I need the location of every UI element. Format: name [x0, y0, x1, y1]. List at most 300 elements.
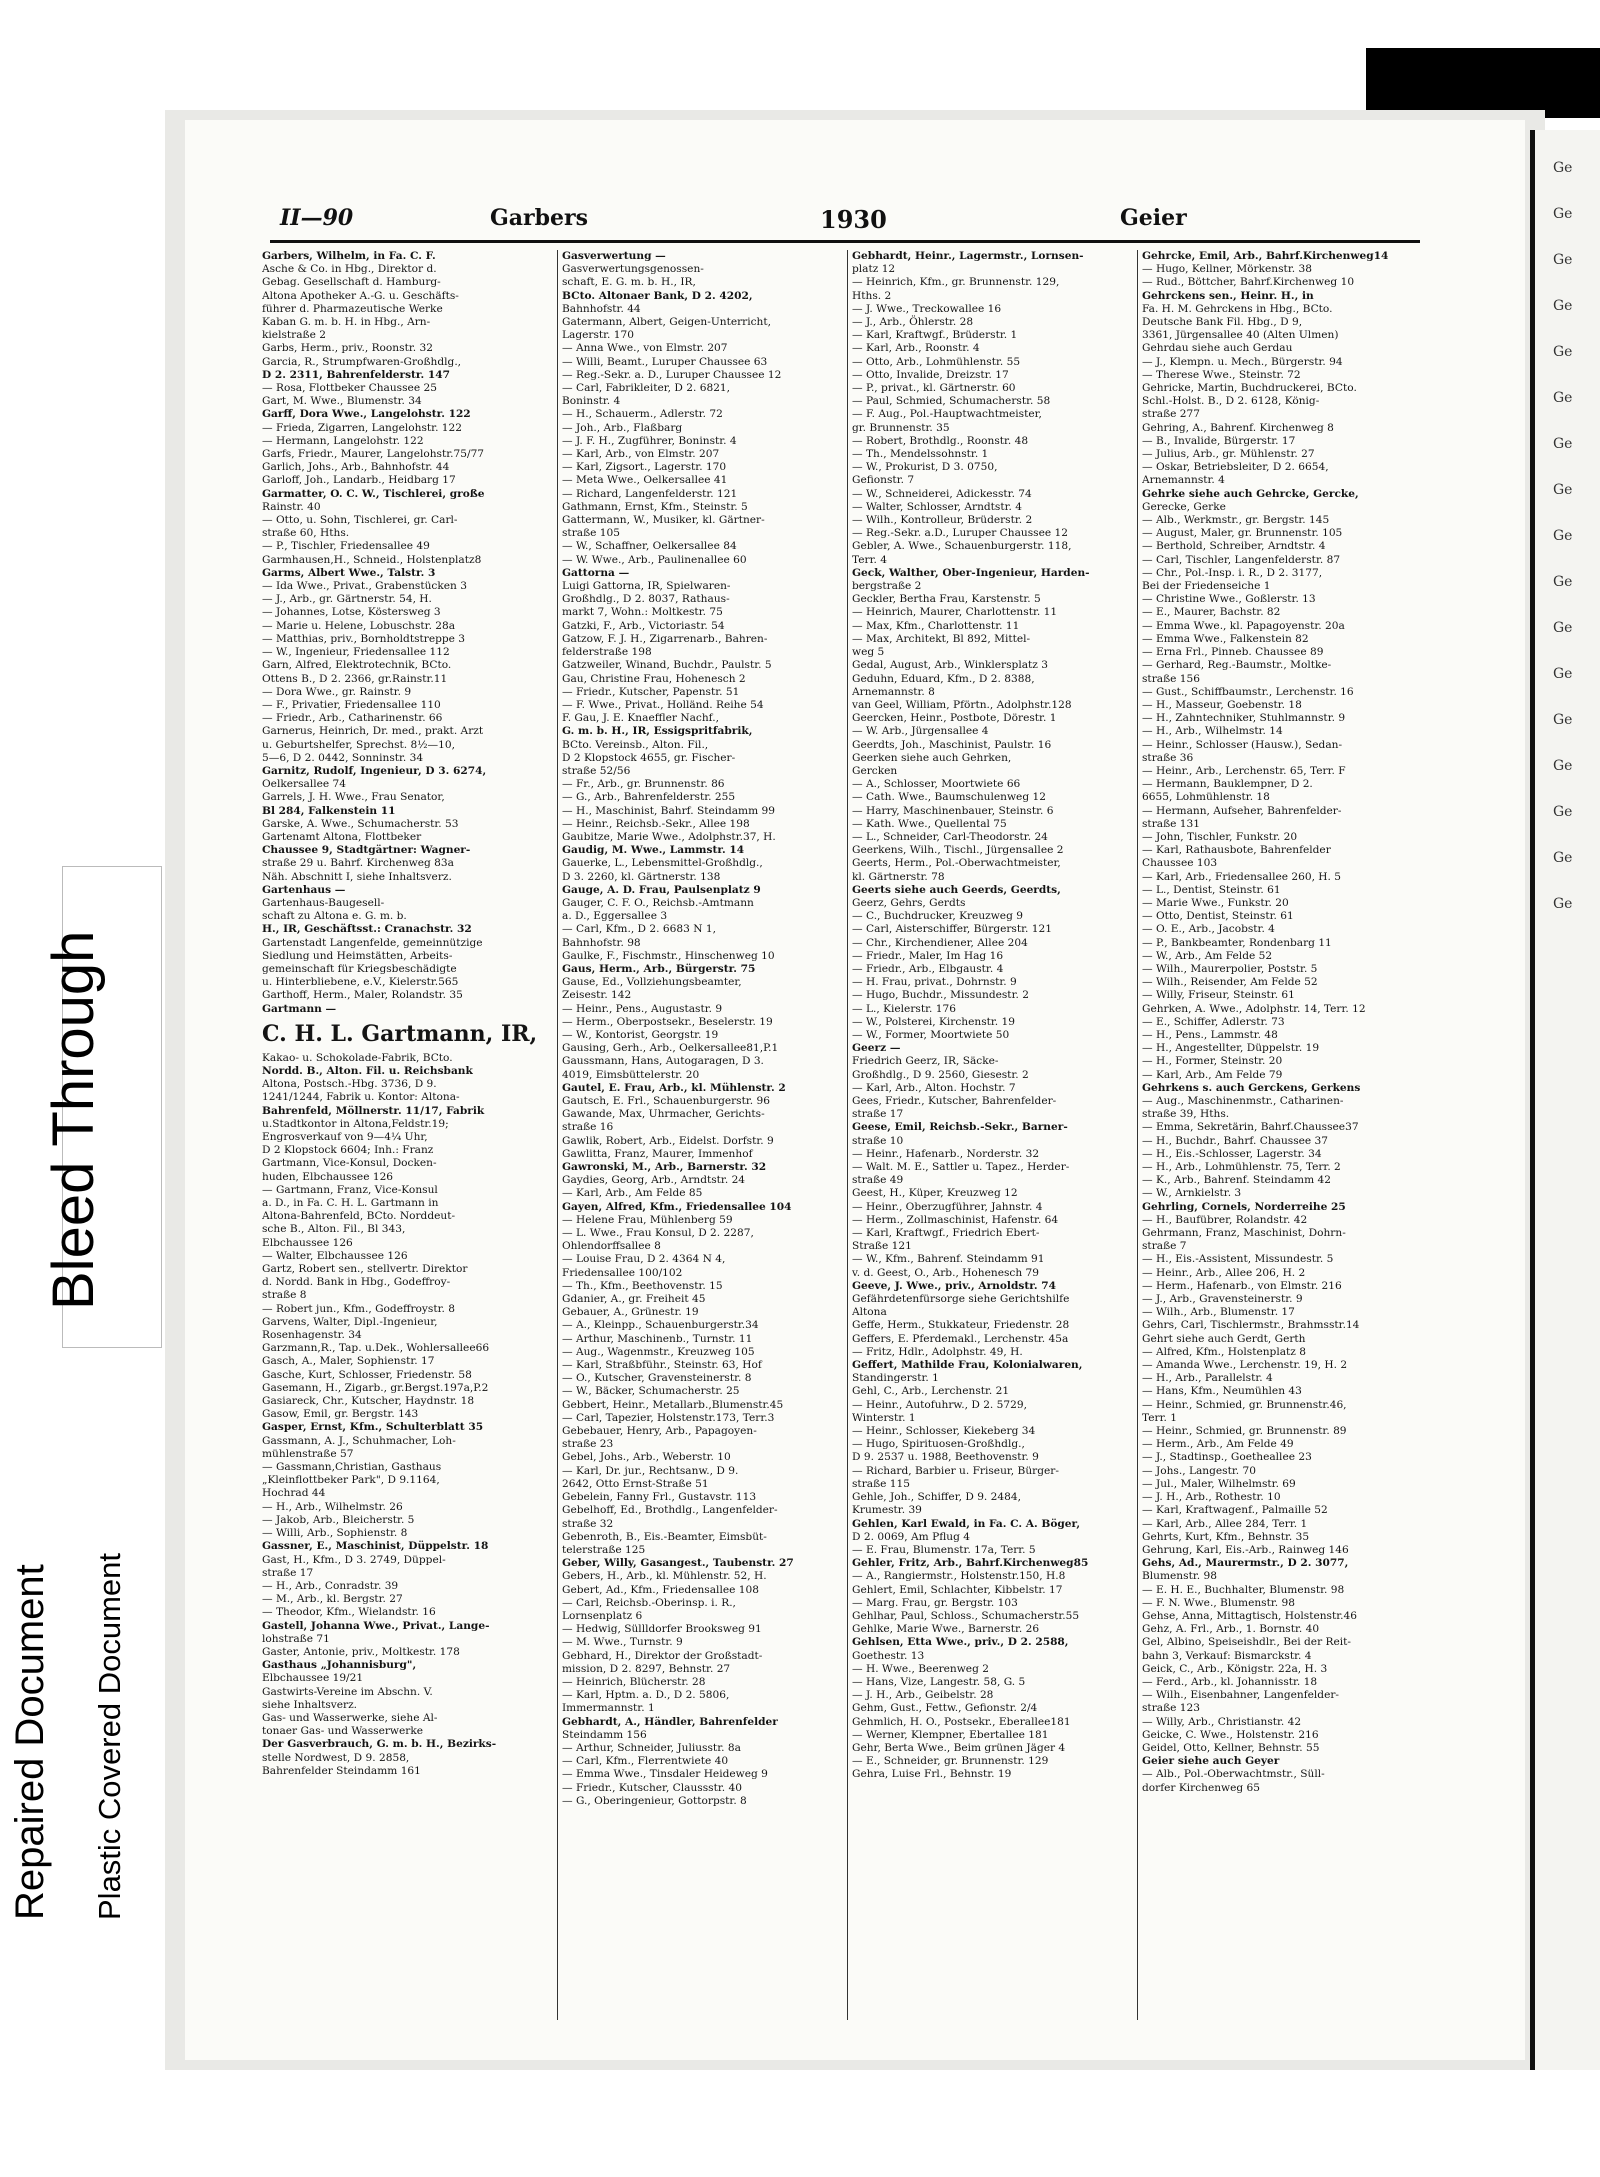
directory-entry-line: — Heinr., Schmied, gr. Brunnenstr.46,	[1142, 1398, 1347, 1411]
directory-entry-line: — Karl, Arb., Alton. Hochstr. 7	[852, 1081, 1016, 1094]
directory-entry-line: Gebhard, H., Direktor der Großstadt-	[562, 1649, 763, 1662]
directory-entry-line: Straße 121	[852, 1240, 912, 1253]
directory-entry-line: — Emma Wwe., Falkenstein 82	[1142, 632, 1309, 645]
directory-entry-line: Garmhausen,H., Schneid., Holstenplatz8	[262, 553, 482, 566]
facing-page-fragment: Ge	[1553, 850, 1573, 866]
directory-entry-line: Gautel, E. Frau, Arb., kl. Mühlenstr. 2	[562, 1081, 786, 1094]
directory-entry-line: Friedensallee 100/102	[562, 1266, 683, 1279]
scan-edge-dark	[1366, 48, 1600, 118]
repaired-document-label: Repaired Document	[8, 1564, 52, 1920]
directory-entry-line: — Alfred, Kfm., Holstenplatz 8	[1142, 1345, 1306, 1358]
directory-entry-line: Der Gasverbrauch, G. m. b. H., Bezirks-	[262, 1738, 497, 1751]
directory-entry-line: Altona	[852, 1306, 887, 1319]
directory-entry-line: Terr. 4	[852, 553, 887, 566]
directory-entry-line: Gauger, C. F. O., Reichsb.-Amtmann	[562, 896, 754, 909]
directory-entry-line: markt 7, Wohn.: Moltkestr. 75	[562, 606, 723, 619]
directory-entry-line: Gaudig, M. Wwe., Lammstr. 14	[562, 844, 745, 857]
directory-entry-line: — H., Baufübrer, Rolandstr. 42	[1142, 1213, 1308, 1226]
directory-entry-line: Luigi Gattorna, IR, Spielwaren-	[562, 580, 731, 593]
directory-entry-line: — Th., Mendelssohnstr. 1	[852, 448, 989, 461]
facing-page-fragment: Ge	[1553, 528, 1573, 544]
directory-entry-line: — W. Arb., Jürgensallee 4	[852, 725, 989, 738]
directory-entry-line: — Wilh., Maurerpolier, Poststr. 5	[1142, 962, 1318, 975]
directory-entry-line: — Paul, Schmied, Schumacherstr. 58	[852, 395, 1051, 408]
directory-entry-line: — Karl, Arb., Friedensallee 260, H. 5	[1142, 870, 1342, 883]
directory-entry-line: — E. Frau, Blumenstr. 17a, Terr. 5	[852, 1543, 1036, 1556]
directory-entry-line: — Johannes, Lotse, Köstersweg 3	[262, 606, 441, 619]
directory-entry-line: siehe Inhaltsverz.	[262, 1698, 358, 1711]
directory-entry-line: Gartenhaus-Baugesell-	[262, 896, 385, 909]
directory-entry-line: Gees, Friedr., Kutscher, Bahrenfelder-	[852, 1095, 1057, 1107]
directory-entry-line: — Hugo, Kellner, Mörkenstr. 38	[1142, 263, 1312, 276]
directory-entry-line: — Karl, Kraftwagenf., Palmaille 52	[1142, 1504, 1328, 1517]
directory-entry-line: — J. H., Arb., Geibelstr. 28	[852, 1689, 994, 1702]
directory-entry-line: Gasemann, H., Zigarb., gr.Bergst.197a,P.2	[262, 1381, 489, 1394]
directory-entry-line: 2642, Otto Ernst-Straße 51	[562, 1477, 709, 1490]
directory-entry-line: — Matthias, priv., Bornholdtstreppe 3	[262, 632, 466, 645]
directory-entry-line: — H., Arb., Parallelstr. 4	[1142, 1372, 1273, 1385]
directory-entry-line: Gastwirts-Vereine im Abschn. V.	[262, 1685, 433, 1698]
facing-page-strip	[1530, 130, 1600, 2070]
directory-entry-line: — Arthur, Schneider, Juliusstr. 8a	[562, 1741, 741, 1754]
directory-entry-line: Gawande, Max, Uhrmacher, Gerichts-	[562, 1108, 765, 1121]
directory-entry-line: — Heinr., Autofuhrw., D 2. 5729,	[852, 1398, 1027, 1411]
directory-entry-line: 3361, Jürgensallee 40 (Alten Ulmen)	[1142, 329, 1339, 342]
directory-entry-line: Gehricke, Martin, Buchdruckerei, BCto.	[1142, 382, 1357, 395]
directory-entry-line: — Heinr., Schlosser (Hausw.), Sedan-	[1142, 738, 1343, 751]
directory-entry-line: Gehle, Joh., Schiffer, D 9. 2484,	[852, 1491, 1021, 1504]
directory-entry-line: Hochrad 44	[262, 1487, 326, 1500]
directory-entry-line: Gehm, Gust., Fettw., Gefionstr. 2/4	[852, 1702, 1038, 1715]
directory-entry-line: 4019, Eimsbüttelerstr. 20	[562, 1068, 700, 1081]
directory-entry-line: Schl.-Holst. B., D 2. 6128, König-	[1142, 395, 1320, 408]
directory-entry-line: Bahnhofstr. 98	[562, 936, 641, 949]
directory-entry-line: Nordd. B., Alton. Fil. u. Reichsbank	[262, 1064, 473, 1077]
directory-entry-line: schaft zu Altona e. G. m. b.	[262, 910, 407, 923]
directory-entry-line: — H., Buchdr., Bahrf. Chaussee 37	[1142, 1134, 1329, 1147]
directory-entry-line: — W., Prokurist, D 3. 0750,	[852, 461, 998, 474]
directory-entry-line: Geffert, Mathilde Frau, Kolonialwaren,	[852, 1359, 1083, 1372]
directory-entry-line: — K., Arb., Bahrenf. Steindamm 42	[1142, 1174, 1331, 1187]
directory-entry-line: mission, D 2. 8297, Behnstr. 27	[562, 1662, 731, 1675]
directory-entry-line: Gauerke, L., Lebensmittel-Großhdlg.,	[562, 857, 763, 870]
directory-entry-line: Gehrung, Karl, Eis.-Arb., Rainweg 146	[1142, 1543, 1349, 1556]
directory-entry-line: Geffers, E. Pferdemakl., Lerchenstr. 45a	[852, 1332, 1069, 1345]
directory-entry-line: — Willy, Arb., Christianstr. 42	[1142, 1715, 1302, 1728]
directory-entry-line: Gehlert, Emil, Schlachter, Kibbelstr. 17	[852, 1583, 1063, 1596]
directory-entry-line: D 2 Klopstock 6604; Inh.: Franz	[262, 1144, 434, 1157]
directory-entry-line: Gauge, A. D. Frau, Paulsenplatz 9	[562, 883, 761, 896]
directory-entry-line: Blumenstr. 98	[1142, 1570, 1217, 1583]
directory-entry-line: — Heinrich, Blücherstr. 28	[562, 1675, 706, 1688]
directory-entry-line: 1241/1244, Fabrik u. Kontor: Altona-	[262, 1091, 460, 1104]
directory-entry-line: — Oskar, Betriebsleiter, D 2. 6654,	[1142, 461, 1329, 474]
directory-entry-line: straße 52/56	[562, 764, 631, 777]
directory-entry-line: Gawronski, M., Arb., Barnerstr. 32	[562, 1161, 767, 1174]
directory-entry-line: — Gerhard, Reg.-Baumstr., Moltke-	[1142, 659, 1332, 672]
directory-entry-line: Gel, Albino, Speiseishdlr., Bei der Reit-	[1142, 1636, 1351, 1649]
directory-entry-line: — Werner, Klempner, Ebertallee 181	[852, 1728, 1049, 1741]
directory-entry-line: gr. Brunnenstr. 35	[852, 421, 950, 434]
directory-entry-line: — Carl, Fabrikleiter, D 2. 6821,	[562, 382, 731, 395]
directory-entry-line: Gebel, Johs., Arb., Weberstr. 10	[562, 1451, 731, 1464]
directory-entry-line: Gebag. Gesellschaft d. Hamburg-	[262, 276, 441, 289]
directory-entry-line: Gaussmann, Hans, Autogaragen, D 3.	[562, 1055, 764, 1068]
directory-entry-line: kielstraße 2	[262, 329, 326, 342]
directory-entry-line: Gehrts, Kurt, Kfm., Behnstr. 35	[1142, 1530, 1310, 1543]
directory-entry-line: Altona, Postsch.-Hbg. 3736, D 9.	[262, 1078, 437, 1091]
directory-entry-line: schaft, E. G. m. b. H., IR,	[562, 276, 696, 289]
directory-entry-line: — Max, Architekt, Bl 892, Mittel-	[852, 632, 1031, 645]
directory-entry-line: — F., Privatier, Friedensallee 110	[262, 698, 441, 711]
directory-column-1	[262, 250, 552, 2020]
directory-entry-line: — Herm., Arb., Am Felde 49	[1142, 1438, 1294, 1451]
directory-entry-line: Garvens, Walter, Dipl.-Ingenieur,	[262, 1315, 438, 1328]
facing-page-fragment: Ge	[1553, 390, 1573, 406]
directory-entry-line: — Heinrich, Kfm., gr. Brunnenstr. 129,	[852, 276, 1060, 289]
directory-entry-line: Gartmann, Vice-Konsul, Docken-	[262, 1157, 437, 1170]
directory-entry-line: Winterstr. 1	[852, 1411, 916, 1424]
directory-entry-line: — P., Tischler, Friedensallee 49	[262, 540, 430, 553]
directory-entry-line: führer d. Pharmazeutische Werke	[262, 302, 443, 315]
directory-entry-line: v. d. Geest, O., Arb., Hohenesch 79	[852, 1266, 1040, 1279]
directory-entry-line: Geerts, Herm., Pol.-Oberwachtmeister,	[852, 857, 1061, 870]
directory-entry-line: Garms, Albert Wwe., Talstr. 3	[262, 566, 436, 579]
directory-entry-line: — Friedr., Arb., Elbgaustr. 4	[852, 962, 1004, 975]
directory-entry-line: — Karl, Kraftwgf., Brüderstr. 1	[852, 329, 1018, 342]
directory-entry-line: — Karl, Arb., von Elmstr. 207	[562, 448, 720, 461]
directory-entry-line: Gebelhoff, Ed., Brothdlg., Langenfelder-	[562, 1504, 778, 1517]
directory-entry-line: Garske, A. Wwe., Schumacherstr. 53	[262, 817, 459, 830]
directory-entry-line: — Th., Kfm., Beethovenstr. 15	[562, 1279, 723, 1292]
directory-entry-line: gemeinschaft für Kriegsbeschädigte	[262, 962, 457, 975]
directory-entry-line: — J., Stadtinsp., Goetheallee 23	[1142, 1451, 1312, 1464]
directory-entry-line: Hths. 2	[852, 289, 892, 302]
directory-entry-line: Gasche, Kurt, Schlosser, Friedenstr. 58	[262, 1368, 472, 1381]
directory-entry-line: Geese, Emil, Reichsb.-Sekr., Barner-	[852, 1121, 1068, 1134]
directory-entry-line: Gebebauer, Henry, Arb., Papagoyen-	[562, 1425, 757, 1438]
directory-entry-line: — Aug., Wagenmstr., Kreuzweg 105	[562, 1345, 755, 1358]
directory-entry-line: straße 131	[1142, 817, 1201, 830]
directory-entry-line: Gartz, Robert sen., stellvertr. Direktor	[262, 1263, 468, 1276]
directory-entry-line: — E. H. E., Buchhalter, Blumenstr. 98	[1142, 1583, 1345, 1596]
directory-entry-line: — Alb., Werkmstr., gr. Bergstr. 145	[1142, 514, 1330, 527]
directory-entry-line: — H., Masseur, Goebenstr. 18	[1142, 698, 1302, 711]
directory-entry-line: Garff, Dora Wwe., Langelohstr. 122	[262, 408, 471, 421]
directory-entry-line: straße 10	[852, 1134, 904, 1147]
directory-entry-line: — Hermann, Aufseher, Bahrenfelder-	[1142, 804, 1342, 817]
directory-entry-line: Gehlke, Marie Wwe., Barnerstr. 26	[852, 1623, 1040, 1636]
directory-entry-line: 6655, Lohmühlenstr. 18	[1142, 791, 1270, 804]
directory-entry-line: — Carl, Kfm., Flerrentwiete 40	[562, 1755, 729, 1768]
directory-entry-line: Gehlsen, Etta Wwe., priv., D 2. 2588,	[852, 1636, 1069, 1649]
directory-entry-line: — E., Maurer, Bachstr. 82	[1142, 606, 1281, 619]
directory-entry-line: — L., Kielerstr. 176	[852, 1002, 956, 1015]
directory-entry-line: Engrosverkauf von 9—4¼ Uhr,	[262, 1131, 428, 1143]
directory-entry-line: lohstraße 71	[262, 1632, 330, 1645]
directory-entry-line: — Herm., Hafenarb., von Elmstr. 216	[1142, 1279, 1342, 1292]
directory-entry-line: Gehrmann, Franz, Maschinist, Dohrn-	[1142, 1227, 1346, 1240]
directory-entry-line: — Jakob, Arb., Bleicherstr. 5	[262, 1513, 415, 1526]
directory-entry-line: Gattorna —	[562, 566, 630, 579]
directory-entry-line: Gebhardt, A., Händler, Bahrenfelder	[562, 1715, 778, 1728]
directory-entry-line: Garnerus, Heinrich, Dr. med., prakt. Arzt	[262, 725, 484, 738]
header-year: 1930	[820, 205, 887, 234]
directory-entry-line: Gau, Christine Frau, Hohenesch 2	[562, 672, 746, 685]
directory-entry-line: — W., Kfm., Bahrenf. Steindamm 91	[852, 1253, 1045, 1266]
directory-entry-line: Boninstr. 4	[562, 395, 621, 408]
directory-entry-line: Gause, Ed., Vollziehungsbeamter,	[562, 976, 742, 989]
directory-entry-line: — Reg.-Sekr. a.D., Luruper Chaussee 12	[852, 527, 1068, 540]
directory-entry-line: G. m. b. H., IR, Essigspritfabrik,	[562, 725, 753, 738]
directory-entry-line: Gehler, Fritz, Arb., Bahrf.Kirchenweg85	[852, 1557, 1089, 1570]
directory-entry-line: platz 12	[852, 263, 896, 276]
directory-entry-line: — Carl, Reichsb.-Oberinsp. i. R.,	[562, 1596, 736, 1609]
directory-entry-line: Gastell, Johanna Wwe., Privat., Lange-	[262, 1619, 490, 1632]
directory-entry-line: straße 277	[1142, 408, 1201, 421]
directory-entry-line: — O., Kutscher, Gravensteinerstr. 8	[562, 1372, 752, 1385]
facing-page-fragment: Ge	[1553, 574, 1573, 590]
directory-entry-line: D 2. 2311, Bahrenfelderstr. 147	[262, 368, 451, 381]
directory-entry-line: — Jul., Maler, Wilhelmstr. 69	[1142, 1477, 1296, 1490]
directory-entry-line: — Wilh., Eisenbahner, Langenfelder-	[1142, 1689, 1339, 1702]
directory-entry-line: Gast, H., Kfm., D 3. 2749, Düppel-	[262, 1553, 446, 1566]
directory-entry-line: Gehrkens s. auch Gerckens, Gerkens	[1142, 1081, 1361, 1094]
directory-entry-line: Geerz —	[852, 1042, 901, 1055]
directory-entry-line: — Richard, Barbier u. Friseur, Bürger-	[852, 1464, 1059, 1477]
directory-entry-line: — H., Maschinist, Bahrf. Steindamm 99	[562, 804, 775, 817]
directory-entry-line: straße 60, Hths.	[262, 527, 350, 540]
directory-entry-line: stelle Nordwest, D 9. 2858,	[262, 1751, 410, 1764]
directory-entry-line: — Robert, Brothdlg., Roonstr. 48	[852, 434, 1029, 447]
directory-entry-line: — Carl, Tischler, Langenfelderstr. 87	[1142, 553, 1341, 566]
directory-entry-line: — Walter, Schlosser, Arndtstr. 4	[852, 500, 1022, 513]
directory-entry-line: Gassmann, A. J., Schuhmacher, Loh-	[262, 1434, 456, 1447]
directory-entry-line: — Otto, u. Sohn, Tischlerei, gr. Carl-	[262, 514, 458, 527]
directory-entry-line: Gasverwertungsgenossen-	[562, 263, 704, 276]
directory-entry-line: Gebauer, A., Grünestr. 19	[562, 1306, 699, 1319]
directory-entry-line: — Alb., Pol.-Oberwachtmstr., Süll-	[1142, 1768, 1325, 1781]
directory-entry-line: Gaulke, F., Fischmstr., Hinschenweg 10	[562, 949, 775, 962]
directory-entry-line: — Anna Wwe., von Elmstr. 207	[562, 342, 728, 355]
directory-entry-line: — Max, Kfm., Charlottenstr. 11	[852, 619, 1020, 632]
directory-entry-line: D 3. 2260, kl. Gärtnerstr. 138	[562, 870, 721, 883]
directory-entry-line: — Marie u. Helene, Lobuschstr. 28a	[262, 619, 456, 632]
directory-entry-line: Geerz, Gehrs, Gerdts	[852, 896, 966, 909]
directory-entry-line: mühlenstraße 57	[262, 1447, 354, 1460]
directory-entry-line: — Kath. Wwe., Quellental 75	[852, 817, 1007, 830]
directory-entry-line: — Chr., Pol.-Insp. i. R., D 2. 3177,	[1142, 566, 1323, 579]
directory-entry-line: — Herm., Oberpostsekr., Beselerstr. 19	[562, 1015, 773, 1028]
directory-entry-line: Gatzow, F. J. H., Zigarrenarb., Bahren-	[562, 632, 768, 645]
bleed-through-label: Bleed Through	[41, 930, 106, 1310]
directory-entry-line: Gerecke, Gerke	[1142, 500, 1226, 513]
directory-entry-line: BCto. Altonaer Bank, D 2. 4202,	[562, 289, 753, 302]
directory-entry-line: — Hugo, Buchdr., Missundestr. 2	[852, 989, 1029, 1002]
directory-entry-line: — Hermann, Langelohstr. 122	[262, 434, 424, 447]
directory-entry-line: — F. Wwe., Privat., Holländ. Reihe 54	[562, 698, 764, 711]
directory-entry-line: — W., Bäcker, Schumacherstr. 25	[562, 1385, 740, 1398]
directory-entry-line: Garloff, Joh., Landarb., Heidbarg 17	[262, 474, 456, 487]
directory-entry-line: — Chr., Kirchendiener, Allee 204	[852, 936, 1028, 949]
directory-entry-line: — Rosa, Flottbeker Chaussee 25	[262, 382, 437, 395]
directory-entry-line: — O. E., Arb., Jacobstr. 4	[1142, 923, 1275, 936]
directory-entry-line: — Karl, Arb., Am Felde 79	[1142, 1068, 1283, 1081]
directory-entry-line: — Aug., Maschinenmstr., Catharinen-	[1142, 1095, 1344, 1107]
directory-entry-line: — Johs., Langestr. 70	[1142, 1464, 1256, 1477]
directory-entry-line: Gartmann —	[262, 1002, 337, 1015]
directory-entry-line: Gercken	[852, 764, 898, 777]
directory-entry-line: — Heinr., Schlosser, Kiekeberg 34	[852, 1425, 1036, 1438]
directory-entry-line: Gasper, Ernst, Kfm., Schulterblatt 35	[262, 1421, 484, 1434]
directory-entry-line: Bahnhofstr. 44	[562, 302, 641, 315]
directory-entry-line: straße 8	[262, 1289, 307, 1302]
directory-entry-line: — Therese Wwe., Steinstr. 72	[1142, 368, 1301, 381]
directory-entry-line: bahn 3, Verkauf: Bismarckstr. 4	[1142, 1649, 1312, 1662]
directory-entry-line: — W., Schneiderei, Adickesstr. 74	[852, 487, 1032, 500]
directory-entry-line: Gawlitta, Franz, Maurer, Immenhof	[562, 1147, 753, 1160]
directory-entry-line: a. D., Eggersallee 3	[562, 910, 668, 923]
directory-entry-line: — H., Zahntechniker, Stuhlmannstr. 9	[1142, 712, 1346, 725]
directory-entry-line: — Ferd., Arb., kl. Johannisstr. 18	[1142, 1675, 1318, 1688]
directory-entry-line: — E., Schneider, gr. Brunnenstr. 129	[852, 1755, 1049, 1768]
directory-entry-line: — Hans, Kfm., Neumühlen 43	[1142, 1385, 1302, 1398]
directory-entry-line: kl. Gärtnerstr. 78	[852, 870, 945, 883]
directory-entry-line: straße 32	[562, 1517, 614, 1530]
directory-entry-line: Friedrich Geerz, IR, Säcke-	[852, 1055, 999, 1068]
directory-entry-line: Bl 284, Falkenstein 11	[262, 804, 396, 817]
directory-entry-line: Gebelein, Fanny Frl., Gustavstr. 113	[562, 1491, 757, 1504]
directory-entry-line: — Dora Wwe., gr. Rainstr. 9	[262, 685, 412, 698]
directory-entry-line: — Otto, Dentist, Steinstr. 61	[1142, 910, 1294, 923]
directory-entry-line: u. Geburtshelfer, Sprechst. 8½—10,	[262, 738, 455, 751]
directory-entry-line: — Herm., Zollmaschinist, Hafenstr. 64	[852, 1213, 1059, 1226]
directory-entry-line: — Heinr., Oberzugführer, Jahnstr. 4	[852, 1200, 1043, 1213]
directory-entry-line: Gebenroth, B., Eis.-Beamter, Eimsbüt-	[562, 1530, 767, 1543]
directory-entry-line: — Arthur, Maschinenb., Turnstr. 11	[562, 1332, 753, 1345]
directory-entry-line: — A., Kleinpp., Schauenburgerstr.34	[562, 1319, 759, 1332]
directory-entry-line: — Marie Wwe., Funkstr. 20	[1142, 896, 1289, 909]
directory-entry-line: Gehlhar, Paul, Schloss., Schumacherstr.55	[852, 1609, 1080, 1622]
directory-entry-line: Gatermann, Albert, Geigen-Unterricht,	[562, 316, 772, 329]
directory-entry-line: Gehlen, Karl Ewald, in Fa. C. A. Böger,	[852, 1517, 1081, 1530]
directory-entry-line: — Karl, Straßbführ., Steinstr. 63, Hof	[562, 1359, 762, 1372]
directory-entry-line: Großhdlg., D 9. 2560, Giesestr. 2	[852, 1068, 1029, 1081]
directory-entry-line: Garbers, Wilhelm, in Fa. C. F.	[262, 250, 436, 262]
directory-entry-line: Chaussee 103	[1142, 857, 1218, 870]
directory-entry-line: — Joh., Arb., Flaßbarg	[562, 421, 683, 434]
directory-entry-line: Gehr, Berta Wwe., Beim grünen Jäger 4	[852, 1741, 1066, 1754]
directory-entry-line: Ohlendorffsallee 8	[562, 1240, 661, 1253]
facing-page-fragment: Ge	[1553, 804, 1573, 820]
directory-entry-line: — Hermann, Bauklempner, D 2.	[1142, 778, 1313, 791]
facing-page-fragment: Ge	[1553, 252, 1573, 268]
directory-entry-line: Goethestr. 13	[852, 1649, 925, 1662]
directory-entry-line: Geduhn, Eduard, Kfm., D 2. 8388,	[852, 672, 1035, 685]
directory-entry-line: Gasch, A., Maler, Sophienstr. 17	[262, 1355, 435, 1368]
directory-entry-line: Gehrken, A. Wwe., Adolphstr. 14, Terr. 12	[1142, 1002, 1366, 1015]
directory-entry-line: Garrels, J. H. Wwe., Frau Senator,	[262, 791, 445, 804]
directory-entry-line: Gehse, Anna, Mittagtisch, Holstenstr.46	[1142, 1609, 1357, 1622]
column-divider	[557, 250, 558, 2020]
directory-entry-line: straße 105	[562, 527, 621, 540]
directory-entry-line: Kaban G. m. b. H. in Hbg., Arn-	[262, 316, 431, 329]
directory-entry-line: Garbs, Herm., priv., Roonstr. 32	[262, 342, 433, 355]
facing-page-fragment: Ge	[1553, 436, 1573, 452]
directory-entry-line: Geerts siehe auch Geerds, Geerdts,	[852, 883, 1061, 896]
directory-entry-line: Standingerstr. 1	[852, 1372, 939, 1385]
directory-entry-line: — Otto, Invalide, Dreizstr. 17	[852, 368, 1009, 381]
directory-entry-line: — W. Wwe., Arb., Paulinenallee 60	[562, 553, 747, 566]
directory-entry-line: — Karl, Rathausbote, Bahrenfelder	[1142, 844, 1331, 857]
directory-entry-line: Gebbert, Heinr., Metallarb.,Blumenstr.45	[562, 1398, 784, 1411]
directory-entry-line: straße 16	[562, 1121, 614, 1134]
directory-entry-line: Arnemannstr. 4	[1142, 474, 1225, 487]
directory-entry-line: — M. Wwe., Turnstr. 9	[562, 1636, 683, 1649]
directory-entry-line: Gartenamt Altona, Flottbeker	[262, 830, 422, 843]
directory-entry-line: — W., Former, Moortwiete 50	[852, 1028, 1010, 1041]
directory-entry-line: — H., Arb., Conradstr. 39	[262, 1579, 399, 1592]
directory-entry-line: telerstraße 125	[562, 1543, 646, 1556]
directory-entry-line: Näh. Abschnitt I, siehe Inhaltsverz.	[262, 870, 452, 883]
directory-entry-line: — H., Arb., Wilhelmstr. 26	[262, 1500, 403, 1513]
directory-entry-line: Geier siehe auch Geyer	[1142, 1755, 1280, 1768]
directory-entry-line: straße 49	[852, 1174, 904, 1187]
directory-entry-line: — J. Wwe., Treckowallee 16	[852, 302, 1002, 315]
directory-entry-line: — Fr., Arb., gr. Brunnenstr. 86	[562, 778, 725, 791]
directory-entry-line: Immermannstr. 1	[562, 1702, 655, 1715]
directory-entry-line: Gaubitze, Marie Wwe., Adolphstr.37, H.	[562, 830, 776, 843]
directory-entry-line: — Willy, Friseur, Steinstr. 61	[1142, 989, 1295, 1002]
directory-entry-line: — Wilh., Kontrolleur, Brüderstr. 2	[852, 514, 1033, 527]
directory-entry-line: — H., Angestellter, Düppelstr. 19	[1142, 1042, 1320, 1055]
directory-entry-line: Zeisestr. 142	[562, 989, 632, 1002]
facing-page-fragment: Ge	[1553, 620, 1573, 636]
directory-entry-line: Geicke, C. Wwe., Holstenstr. 216	[1142, 1728, 1319, 1741]
directory-entry-line: — J. F. H., Zugführer, Boninstr. 4	[562, 434, 737, 447]
directory-entry-line: Geerdts, Joh., Maschinist, Paulstr. 16	[852, 738, 1052, 751]
facing-page-fragment: Ge	[1553, 482, 1573, 498]
directory-entry-line: Altona-Bahrenfeld, BCto. Norddeut-	[262, 1210, 456, 1223]
directory-entry-line: Gehrs, Carl, Tischlermstr., Brahmsstr.14	[1142, 1319, 1360, 1332]
directory-entry-line: — J., Klempn. u. Mech., Bürgerstr. 94	[1142, 355, 1343, 368]
directory-entry-line: Garn, Alfred, Elektrotechnik, BCto.	[262, 659, 452, 672]
directory-entry-line: — Emma, Sekretärin, Bahrf.Chaussee37	[1142, 1121, 1359, 1134]
directory-entry-line: d. Nordd. Bank in Hbg., Godeffroy-	[262, 1276, 451, 1289]
directory-entry-line: Gaster, Antonie, priv., Moltkestr. 178	[262, 1645, 460, 1658]
directory-entry-line: straße 17	[852, 1108, 904, 1121]
directory-entry-line: Garfs, Friedr., Maurer, Langelohstr.75/77	[262, 448, 485, 461]
directory-entry-line: — F. Aug., Pol.-Hauptwachtmeister,	[852, 408, 1042, 421]
directory-entry-line: Gasthaus „Johannisburg",	[262, 1659, 417, 1672]
directory-entry-line: — G., Oberingenieur, Gottorpstr. 8	[562, 1794, 747, 1807]
directory-entry-line: — Walt. M. E., Sattler u. Tapez., Herder-	[852, 1161, 1070, 1174]
directory-entry-line: — W., Kontorist, Georgstr. 19	[562, 1028, 719, 1041]
facing-page-fragment: Ge	[1553, 344, 1573, 360]
directory-entry-line: straße 36	[1142, 751, 1194, 764]
directory-entry-line: — Karl, Arb., Am Felde 85	[562, 1187, 703, 1200]
directory-entry-line: — A., Schlosser, Moortwiete 66	[852, 778, 1021, 791]
directory-entry-line: Geerken siehe auch Gehrken,	[852, 751, 1012, 764]
directory-entry-line: — L. Wwe., Frau Konsul, D 2. 2287,	[562, 1227, 754, 1240]
directory-entry-line: Geck, Walther, Ober-Ingenieur, Harden-	[852, 566, 1090, 579]
directory-entry-line: 5—6, D 2. 0442, Sonninstr. 34	[262, 751, 424, 764]
directory-entry-line: — Heinrich, Maurer, Charlottenstr. 11	[852, 606, 1058, 619]
directory-entry-line: Rainstr. 40	[262, 500, 321, 513]
directory-entry-line: Gaus, Herm., Arb., Bürgerstr. 75	[562, 962, 756, 975]
directory-entry-line: — H. Wwe., Beerenweg 2	[852, 1662, 989, 1675]
directory-entry-line: — Willi, Beamt., Luruper Chaussee 63	[562, 355, 768, 368]
